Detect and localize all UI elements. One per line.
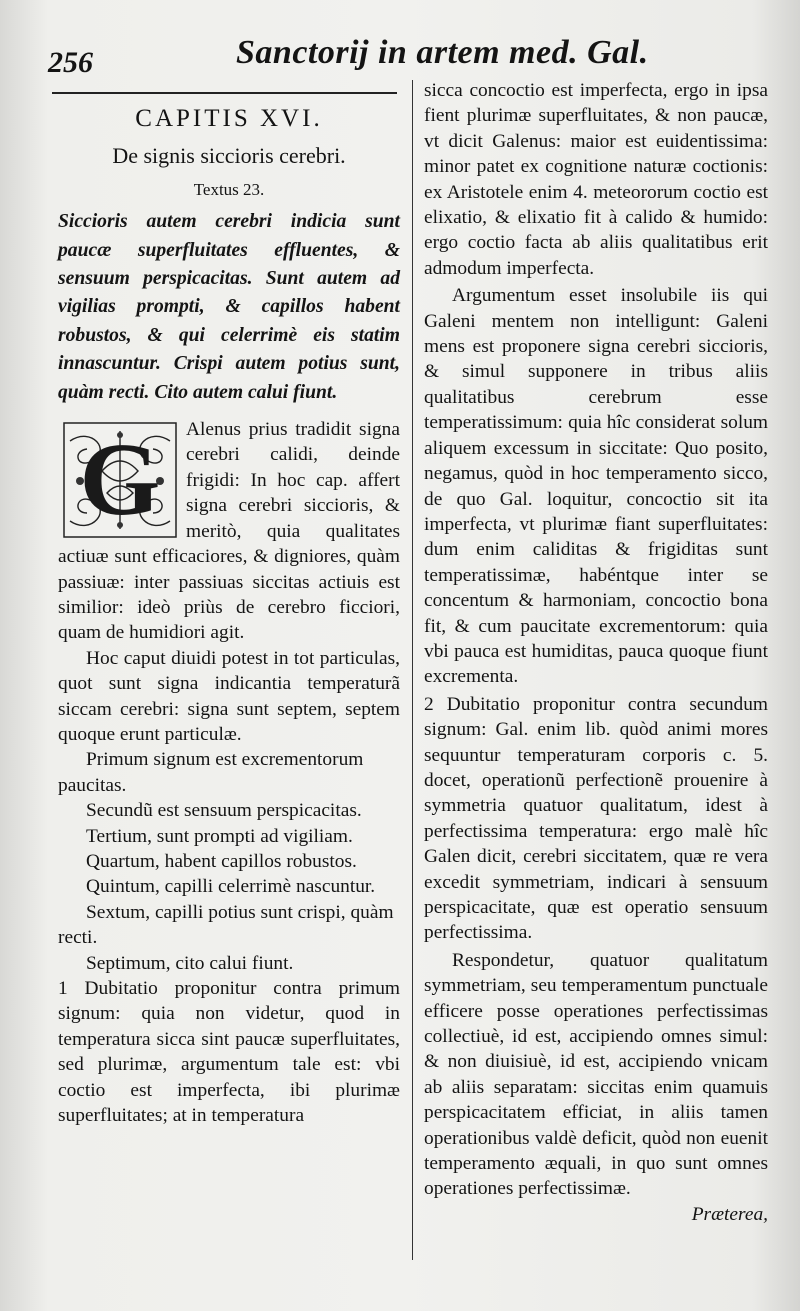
catchword: Præterea, bbox=[691, 1203, 768, 1225]
respondetur-paragraph: Respondetur, quatuor qualitatum symmetriam, seu temperamentum punctuale efficere posse operationes perfectissimas collectiuè, id est, accipiendo omnes simul: & non diuisiuè, id est, accipiendo vnicam ab aliis separatam: siccitas enim quamuis perspicacitatem efficiat, in aliis tamen operationibus valdè deficit, quòd non euenit temperamento æquali, in quo sunt omnes operationes perfectissimæ. bbox=[424, 949, 768, 1200]
sign-item: Primum signum est excrementorum paucitas. bbox=[58, 749, 364, 796]
sign-item: Septimum, cito calui fiunt. bbox=[86, 952, 294, 974]
running-head: Sanctorij in artem med. Gal. bbox=[236, 34, 649, 71]
sign-item: Tertium, sunt prompti ad vigiliam. bbox=[86, 825, 353, 847]
sign-item: Sextum, capilli potius sunt crispi, quàm recti. bbox=[58, 901, 394, 949]
continuation-paragraph: sicca concoctio est imperfecta, ergo in ipsa fient plurimæ superfluitates, & non paucæ, vt dicit Galenus: maior est euidentissima: minor patet ex cognitione naturæ coctionis: ex Aristotele enim 4. meteororum coctio est elixatio, & elixatio fit à calido & humido: ergo coctio facta ab aliis qualitatibus erit admodum imperfecta. bbox=[424, 80, 768, 279]
header-rule bbox=[52, 92, 397, 94]
right-column bbox=[424, 78, 768, 1227]
galen-quotation: Siccioris autem cerebri indicia sunt paucæ superfluitates effluentes, & sensuum perspicacitas. Sunt autem ad vigilias prompti, & capillos habent robustos, & qui celerrimè eis statim innascuntur. Crispi autem potius sunt, quàm recti. Cito autem calui fiunt. bbox=[58, 211, 400, 403]
division-paragraph: Hoc caput diuidi potest in tot particulas, quot sunt signa indicantia temperaturã siccam cerebri: signa sunt septem, septem quoque erunt particulæ. bbox=[58, 647, 400, 745]
argumentum-paragraph: Argumentum esset insolubile iis qui Galeni mentem non intelligunt: Galeni mens est proponere signa cerebri siccioris, & simul supponere in tribus aliis qualitatibus cerebrum esse temperatissimum: quia hîc considerat solum aliquem excessum in siccitate: Quo posito, negamus, quòd in hoc temperamento sicco, de quo Gal. loquitur, concoctio sit ita imperfecta, vt plurimæ fiant superfluitates: dum enim caliditas & frigiditas sunt temperatissimæ, habéntque inter se concentum & harmoniam, concoctio bona fit, & cum paucitate excrementorum: quia vbi pauca est humiditas, pauca quoque fiunt excrementa. bbox=[424, 285, 768, 688]
decorated-initial bbox=[62, 421, 178, 539]
dubitatio-second: 2 Dubitatio proponitur contra secundum signum: Gal. enim lib. quòd animi mores sequuntur temperaturam corporis c. 5. docet, operationũ perfectionẽ prouenire à symmetria quatuor qualitatum, idest à perfectissima temperatura: ergo malè hîc Galen dicit, cerebri siccitatem, quæ re vera excedit symmetriam, indicari à sensuum perspicacitate, quæ est operatio sensuum perfectissima. bbox=[424, 693, 768, 944]
intro-paragraph: Alenus prius tradidit signa cerebri calidi, deinde frigidi: In hoc cap. affert signa cerebri siccioris, & meritò, quia qualitates actiuæ sunt efficaciores, & digniores, quàm passiuæ: inter passiuas siccitas actiuis est similior: ideò priùs de cerebro ficciori, quam de humidiori agit. bbox=[58, 419, 400, 644]
chapter-subtitle: De signis siccioris cerebri. bbox=[112, 143, 346, 169]
left-column bbox=[58, 100, 400, 1128]
sign-item: Secundũ est sensuum perspicacitas. bbox=[86, 800, 362, 822]
column-divider bbox=[412, 80, 413, 1260]
chapter-heading: CAPITIS XVI. bbox=[135, 105, 323, 132]
textus-label: Textus 23. bbox=[193, 179, 265, 199]
dubitatio-first: 1 Dubitatio proponitur contra primum signum: quia non videtur, quod in temperatura sicca sint paucæ superfluitates, sed plurimæ, argumentum tale est: vbi coctio est imperfecta, ibi plurimæ superfluitates; at in temperatura bbox=[58, 978, 400, 1127]
intro-paragraph-block bbox=[58, 417, 400, 646]
page-number: 256 bbox=[48, 46, 93, 79]
sign-item: Quintum, capilli celerrimè nascuntur. bbox=[86, 876, 376, 898]
sign-item: Quartum, habent capillos robustos. bbox=[86, 850, 357, 872]
initial-letter: G bbox=[79, 422, 161, 538]
